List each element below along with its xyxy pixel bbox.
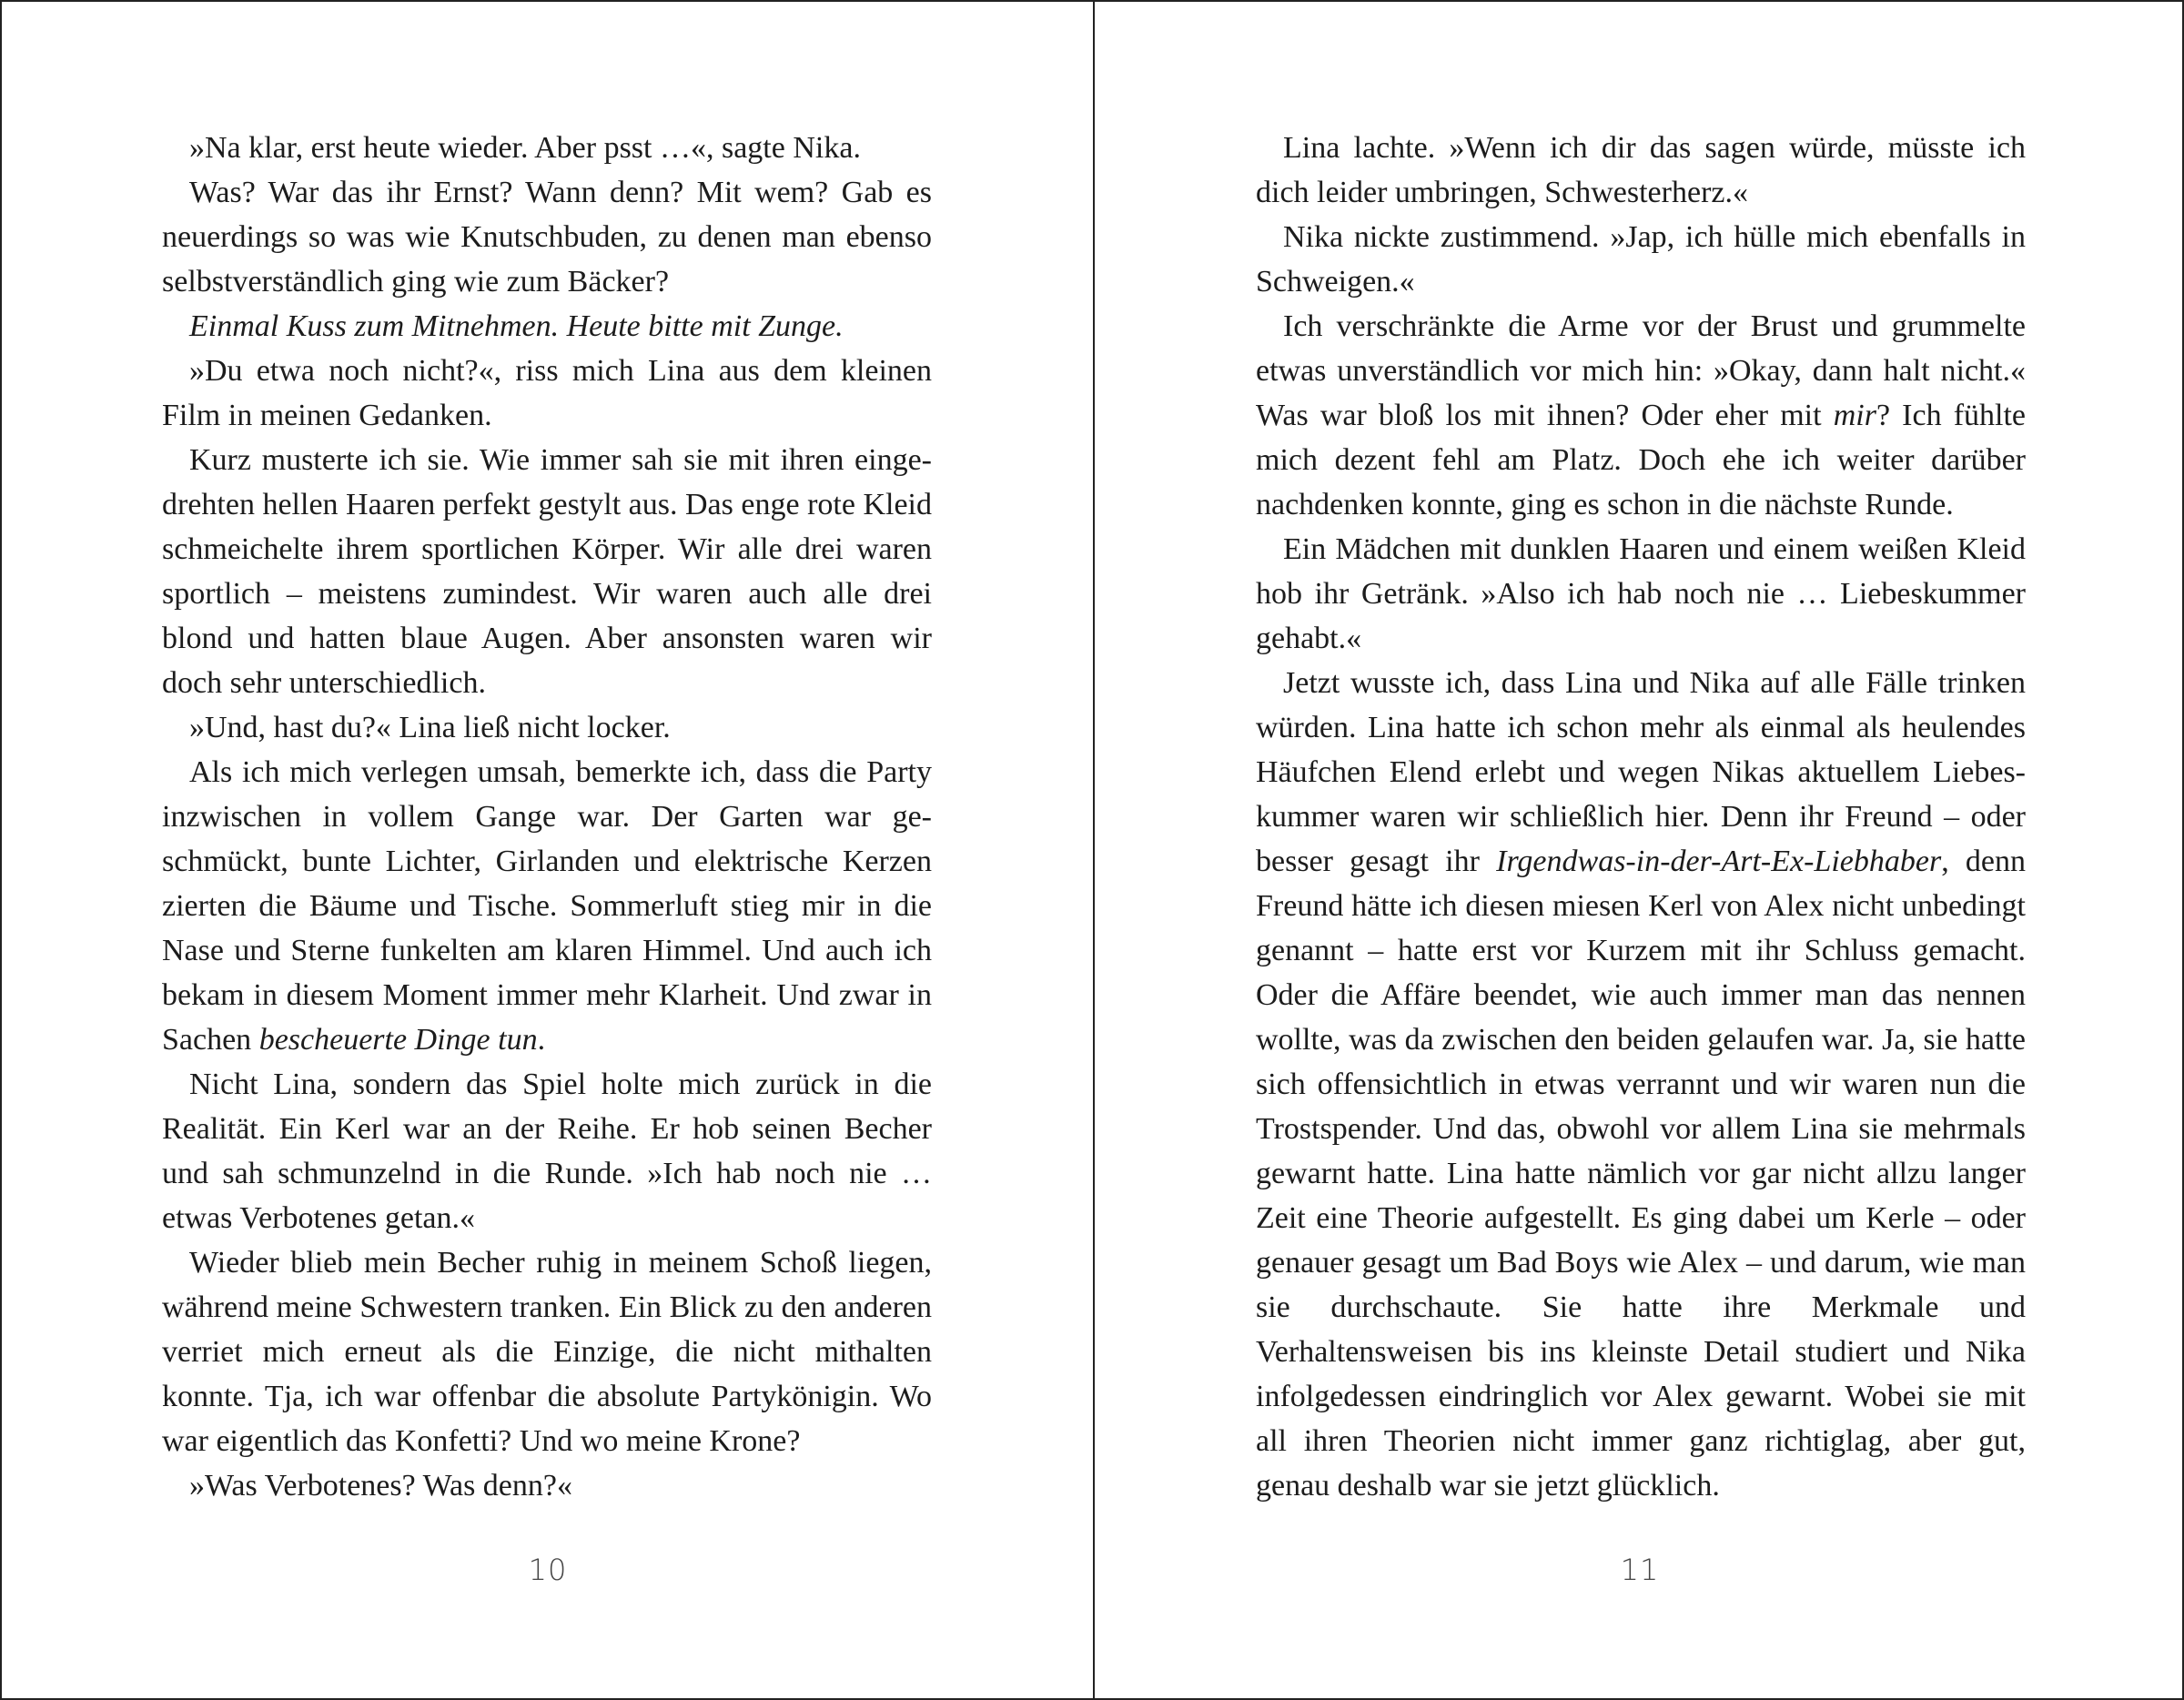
text-run: Was? War das ihr Ernst? Wann denn? Mit wem? Gab es neuerdings so was wie Knutschbuden, zu denen man ebenso selbstverständlich ging wie zum Bäcker? (162, 176, 932, 299)
text-run: , denn Freund hätte ich diesen miesen Kerl von Alex nicht unbedingt genannt – hatte erst vor Kurzem mit ihr Schluss gemacht. Oder die Affäre beendet, wie auch immer man das nennen wollte, was da zwischen den beiden gelaufen war. Ja, sie hatte sich offensichtlich in etwas verrannt und wir waren nun die Trostspender. Und das, obwohl vor allem Lina sie mehrmals gewarnt hatte. Lina hatte nämlich vor gar nicht allzu langer Zeit eine Theorie aufgestellt. Es ging dabei um Kerle – oder genauer gesagt um Bad Boys wie Alex – und darum, wie man sie durchschaute. Sie hatte ihre Merkmale und Verhaltensweisen bis ins kleinste Detail studiert und Nika infolgedessen eindringlich vor Alex gewarnt. Wobei sie mit all ihren Theorien nicht immer ganz richtiglag, aber gut, genau deshalb war sie jetzt glücklich. (1256, 845, 2026, 1503)
text-run: »Was Verbotenes? Was denn?« (189, 1469, 572, 1503)
paragraph (162, 705, 932, 750)
text-run: »Du etwa noch nicht?«, riss mich Lina aus dem kleinen Film in meinen Gedanken. (162, 354, 932, 432)
paragraph (1256, 661, 2026, 1508)
text-run: Als ich mich verlegen umsah, bemerkte ich, dass die Party inzwischen in vollem Gange war. Der Garten war geschmückt, bunte Lichter, Girlanden und elektrische Kerzen zierten die Bäume und Tische. Sommerluft stieg mir in die Nase und Sterne funkelten am klaren Himmel. Und auch ich bekam in diesem Moment immer mehr Klarheit. Und zwar in Sachen (162, 755, 932, 1057)
right-page (1094, 0, 2184, 1700)
paragraph (1256, 527, 2026, 661)
text-run: Jetzt wusste ich, dass Lina und Nika auf alle Fälle trinken würden. Lina hatte ich schon mehr als einmal als heulendes Häufchen Elend erlebt und wegen Nikas aktuellem Liebeskummer waren wir schließlich hier. Denn ihr Freund – oder besser gesagt ihr (1256, 666, 2026, 878)
right-page-text (1256, 126, 2026, 1508)
paragraph (1256, 215, 2026, 304)
left-page-number: 10 (528, 1553, 568, 1587)
left-page-text (162, 126, 932, 1508)
text-run: Wieder blieb mein Becher ruhig in meinem Schoß liegen, während meine Schwestern tranken. Ein Blick zu den anderen verriet mich erneut als die Einzige, die nicht mithalten konnte. Tja, ich war offenbar die absolute Partykönigin. Wo war eigentlich das Konfetti? Und wo meine Krone? (162, 1246, 932, 1458)
paragraph (162, 304, 932, 349)
text-run: »Na klar, erst heute wieder. Aber psst …«, sagte Nika. (189, 131, 861, 165)
paragraph (162, 170, 932, 304)
paragraph (162, 438, 932, 705)
paragraph (162, 1062, 932, 1240)
paragraph (1256, 304, 2026, 527)
paragraph (162, 1240, 932, 1463)
text-run: Lina lachte. »Wenn ich dir das sagen würde, müsste ich dich leider umbringen, Schwesterherz.« (1256, 131, 2026, 209)
text-run: Ich verschränkte die Arme vor der Brust und grummelte etwas unverständlich vor mich hin: »Okay, dann halt nicht.« Was war bloß los mit ihnen? Oder eher mit (1256, 309, 2026, 432)
italic-text: Einmal Kuss zum Mitnehmen. Heute bitte mit Zunge. (189, 309, 844, 343)
text-run: . (537, 1023, 546, 1057)
text-run: Nicht Lina, sondern das Spiel holte mich zurück in die Realität. Ein Kerl war an der Reihe. Er hob seinen Becher und sah schmunzelnd in die Runde. »Ich hab noch nie … etwas Verbotenes getan.« (162, 1068, 932, 1235)
text-run: »Und, hast du?« Lina ließ nicht locker. (189, 711, 671, 744)
text-run: ? Ich fühlte mich dezent fehl am Platz. Doch ehe ich weiter darüber nachdenken konnte, ging es schon in die nächste Runde. (1256, 399, 2026, 521)
right-page-number: 11 (1620, 1553, 1660, 1587)
italic-text: Irgendwas-in-der-Art-Ex-Liebhaber (1496, 845, 1942, 878)
italic-text: mir (1833, 399, 1876, 432)
text-run: Ein Mädchen mit dunklen Haaren und einem weißen Kleid hob ihr Getränk. »Also ich hab noch nie … Liebeskummer gehabt.« (1256, 532, 2026, 655)
text-run: Nika nickte zustimmend. »Jap, ich hülle mich ebenfalls in Schweigen.« (1256, 220, 2026, 299)
paragraph (162, 126, 932, 170)
paragraph (162, 349, 932, 438)
paragraph (1256, 126, 2026, 215)
text-run: Kurz musterte ich sie. Wie immer sah sie mit ihren eingedrehten hellen Haaren perfekt gestylt aus. Das enge rote Kleid schmeichelte ihrem sportlichen Körper. Wir alle drei waren sportlich – meistens zumindest. Wir waren auch alle drei blond und hatten blaue Augen. Aber ansonsten waren wir doch sehr unterschiedlich. (162, 443, 932, 700)
paragraph (162, 1463, 932, 1508)
paragraph (162, 750, 932, 1062)
italic-text: bescheuerte Dinge tun (258, 1023, 538, 1057)
